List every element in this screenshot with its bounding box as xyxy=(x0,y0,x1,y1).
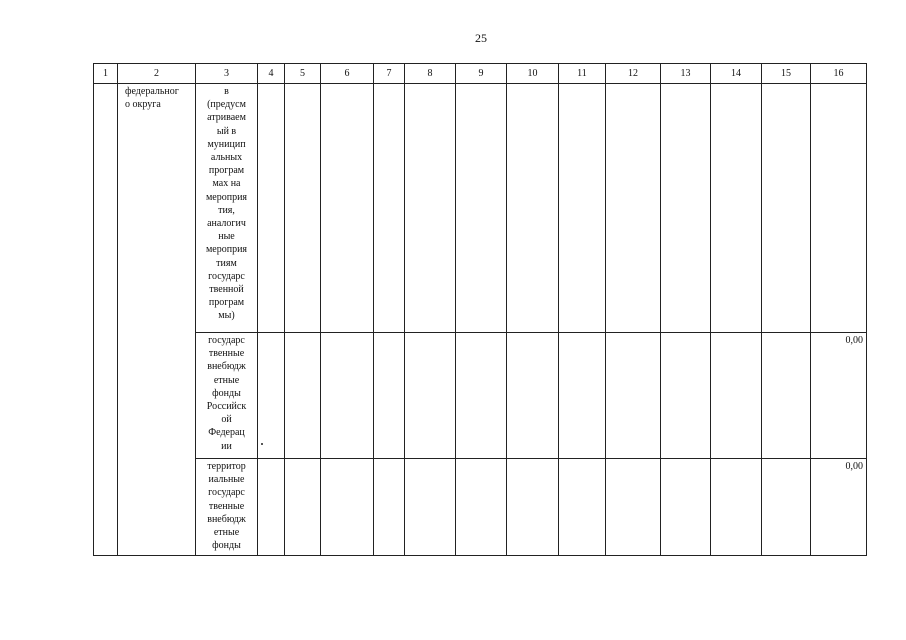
header-cell-6: 6 xyxy=(321,64,374,84)
header-cell-9: 9 xyxy=(456,64,507,84)
cell-col11 xyxy=(559,333,606,459)
cell-col10 xyxy=(507,84,559,333)
text-line: програм xyxy=(208,165,245,177)
text-line: государс xyxy=(208,270,245,282)
cell-col3 xyxy=(196,84,258,333)
text-line: мероприя xyxy=(205,244,248,256)
cell-col3 xyxy=(196,333,258,459)
cell-col15 xyxy=(762,84,811,333)
text-line: иальные xyxy=(208,474,245,486)
cell-col12 xyxy=(606,84,661,333)
header-cell-4: 4 xyxy=(258,64,285,84)
cell-col12 xyxy=(606,459,661,556)
text-line: альных xyxy=(210,152,243,164)
cell-col12 xyxy=(606,333,661,459)
text-line: федеральног xyxy=(125,86,179,97)
text-line: програм xyxy=(208,297,245,309)
table-row xyxy=(94,459,867,556)
cell-col7 xyxy=(374,84,405,333)
text-line: ый в xyxy=(216,125,237,137)
text-line: ии xyxy=(221,440,232,452)
cell-col13 xyxy=(661,84,711,333)
cell-col8 xyxy=(405,84,456,333)
text-line: внебюдж xyxy=(207,361,246,373)
cell-col16: 0,00 xyxy=(811,459,867,556)
header-cell-12: 12 xyxy=(606,64,661,84)
cell-col14 xyxy=(711,333,762,459)
text-line: государс xyxy=(208,487,245,499)
cell-col14 xyxy=(711,84,762,333)
header-cell-2: 2 xyxy=(118,64,196,84)
cell-col14 xyxy=(711,459,762,556)
text-line: государс xyxy=(208,335,245,346)
cell-col11 xyxy=(559,459,606,556)
header-cell-8: 8 xyxy=(405,64,456,84)
cell-col8 xyxy=(405,459,456,556)
cell-col2 xyxy=(118,84,196,556)
cell-col9 xyxy=(456,84,507,333)
text-line: твенные xyxy=(208,348,245,360)
cell-col13 xyxy=(661,459,711,556)
text-line: внебюдж xyxy=(207,513,246,525)
header-cell-1: 1 xyxy=(94,64,118,84)
text-line: Федерац xyxy=(208,427,245,439)
header-cell-13: 13 xyxy=(661,64,711,84)
text-line: территор xyxy=(207,461,246,472)
page-number: 25 xyxy=(475,31,487,45)
cell-col1 xyxy=(94,84,118,556)
text-line: в xyxy=(224,86,229,97)
cell-col10 xyxy=(507,459,559,556)
cell-col16: 0,00 xyxy=(811,333,867,459)
text-line: фонды xyxy=(212,387,241,399)
text-line: муницип xyxy=(207,138,246,150)
header-cell-14: 14 xyxy=(711,64,762,84)
cell-col5 xyxy=(285,333,321,459)
header-cell-5: 5 xyxy=(285,64,321,84)
text-line: о округа xyxy=(125,99,161,111)
header-cell-11: 11 xyxy=(559,64,606,84)
scan-speck xyxy=(261,443,263,445)
cell-col15 xyxy=(762,459,811,556)
cell-col7 xyxy=(374,459,405,556)
text-line: твенные xyxy=(208,500,245,512)
cell-col6 xyxy=(321,84,374,333)
table-row xyxy=(94,84,867,333)
text-line: мероприя xyxy=(205,191,248,203)
text-line: (предусм xyxy=(207,99,246,111)
text-line: етные xyxy=(213,374,240,386)
text-line: аналогич xyxy=(207,218,246,230)
header-cell-10: 10 xyxy=(507,64,559,84)
cell-col5 xyxy=(285,459,321,556)
text-line: етные xyxy=(213,527,240,539)
text-line: мах на xyxy=(212,178,241,190)
cell-col3 xyxy=(196,459,258,556)
text-line: ой xyxy=(221,414,232,426)
budget-table xyxy=(93,63,867,556)
text-line: тия, xyxy=(218,204,235,216)
cell-col9 xyxy=(456,459,507,556)
cell-col4 xyxy=(258,333,285,459)
text-line: Российск xyxy=(206,401,247,413)
cell-col15 xyxy=(762,333,811,459)
cell-col5 xyxy=(285,84,321,333)
text-line: фонды xyxy=(212,540,241,552)
table-row xyxy=(94,333,867,459)
header-row xyxy=(94,64,867,84)
text-line: мы) xyxy=(218,310,235,322)
text-line: атриваем xyxy=(207,112,246,124)
text-line: ные xyxy=(218,231,235,243)
cell-col4 xyxy=(258,459,285,556)
cell-col11 xyxy=(559,84,606,333)
cell-col9 xyxy=(456,333,507,459)
cell-col8 xyxy=(405,333,456,459)
cell-col13 xyxy=(661,333,711,459)
header-cell-7: 7 xyxy=(374,64,405,84)
cell-col16 xyxy=(811,84,867,333)
cell-col4 xyxy=(258,84,285,333)
cell-col6 xyxy=(321,459,374,556)
text-line: тиям xyxy=(216,257,237,269)
header-cell-15: 15 xyxy=(762,64,811,84)
header-cell-16: 16 xyxy=(811,64,867,84)
header-cell-3: 3 xyxy=(196,64,258,84)
cell-col7 xyxy=(374,333,405,459)
cell-col10 xyxy=(507,333,559,459)
text-line: твенной xyxy=(209,284,244,296)
cell-col6 xyxy=(321,333,374,459)
